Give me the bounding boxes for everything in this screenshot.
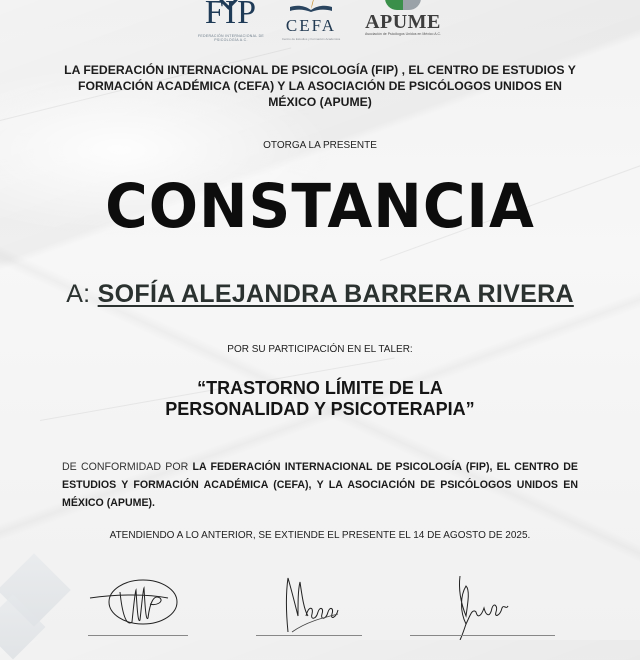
cefa-logo-mark: CEFA (285, 16, 337, 35)
signature-1-line (88, 635, 188, 636)
signature-3-line (410, 635, 555, 636)
grants-label: OTORGA LA PRESENTE (263, 140, 377, 151)
signature-1 (88, 572, 198, 640)
apume-emblem-icon (385, 0, 421, 10)
conformity-paragraph (62, 458, 578, 512)
logo-bar (0, 0, 640, 48)
apume-logo (358, 0, 448, 37)
signature-1-mark (88, 572, 198, 640)
apume-logo-subtitle: Asociación de Psicólogos Unidos en México A.C. (364, 32, 442, 36)
participation-label: POR SU PARTICIPACIÓN EN EL TALER: (227, 344, 413, 355)
fip-logo-subtitle: FEDERACIÓN INTERNACIONAL DE PSICOLOGÍA A.C. (197, 34, 265, 42)
workshop-title-line-1: “TRASTORNO LÍMITE DE LA (197, 378, 443, 398)
signature-3-mark (410, 572, 560, 640)
fip-logo (196, 0, 266, 42)
cefa-logo (280, 0, 342, 41)
conformity-lead: DE CONFORMIDAD POR (62, 461, 193, 473)
apume-logo-mark: APUME (365, 11, 441, 33)
fip-logo-mark: FIP (204, 0, 258, 31)
workshop-title (0, 378, 640, 420)
open-book-icon (286, 0, 336, 12)
recipient-line (0, 280, 640, 309)
signature-2-mark (262, 572, 362, 640)
signature-2 (262, 572, 362, 640)
issuing-organizations-heading: LA FEDERACIÓN INTERNACIONAL DE PSICOLOGÍA (FIP) , EL CENTRO DE ESTUDIOS Y FORMACIÓN ACADÉMICA (CEFA) Y LA ASOCIACIÓN DE PSICÓLOGOS UNIDOS EN MÉXICO (APUME) (64, 63, 576, 109)
recipient-prefix: A: (66, 280, 98, 308)
conformity-organizations: LA FEDERACIÓN INTERNACIONAL DE PSICOLOGÍA (FIP), EL CENTRO DE ESTUDIOS Y FORMACIÓN ACADÉMICA (CEFA), Y LA ASOCIACIÓN DE PSICÓLOGOS UNIDOS EN MÉXICO (APUME). (62, 461, 578, 509)
workshop-title-line-2: PERSONALIDAD Y PSICOTERAPIA” (165, 399, 475, 419)
signature-3 (410, 572, 560, 640)
cefa-logo-subtitle: Centro de Estudios y Formación Académica (281, 37, 341, 41)
signature-2-line (256, 635, 362, 636)
recipient-name: SOFÍA ALEJANDRA BARRERA RIVERA (97, 280, 574, 308)
issue-date-statement: ATENDIENDO A LO ANTERIOR, SE EXTIENDE EL PRESENTE EL 14 DE AGOSTO DE 2025. (109, 530, 531, 541)
certificate-title: CONSTANCIA (105, 170, 535, 242)
